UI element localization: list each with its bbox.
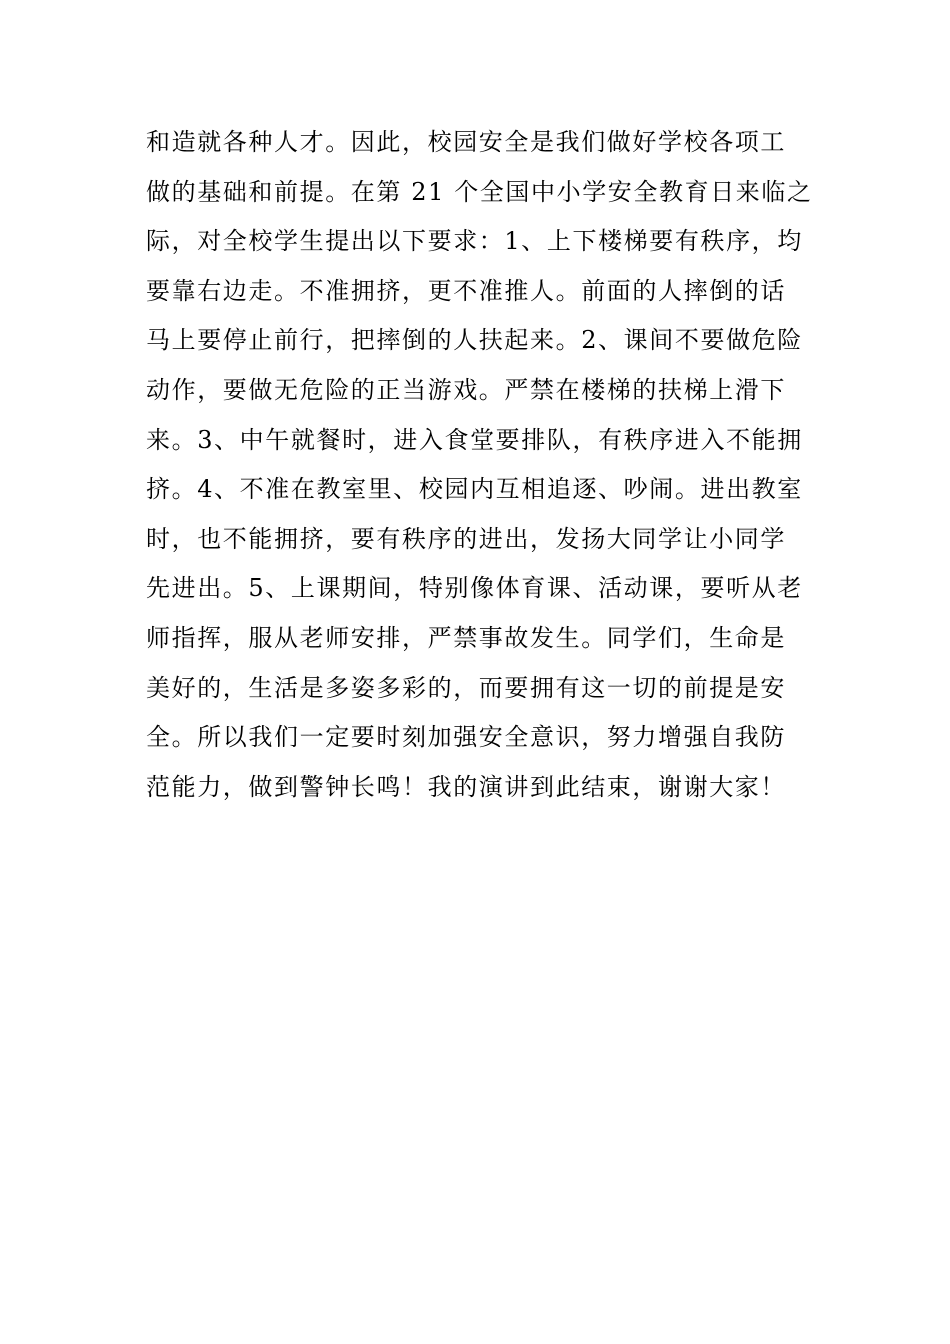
text-line: 美好的，生活是多姿多彩的，而要拥有这一切的前提是安: [146, 673, 786, 702]
text-line: 范能力，做到警钟长鸣！我的演讲到此结束，谢谢大家！: [146, 772, 786, 801]
text-line: 先进出。5、上课期间，特别像体育课、活动课，要听从老: [146, 574, 803, 603]
text-line: 来。3、中午就餐时，进入食堂要排队，有秩序进入不能拥: [146, 425, 803, 454]
text-line: 和造就各种人才。因此，校园安全是我们做好学校各项工: [146, 128, 786, 156]
text-line: 师指挥，服从老师安排，严禁事故发生。同学们，生命是: [146, 623, 786, 652]
text-line: 做的基础和前提。在第 21 个全国中小学安全教育日来临之: [146, 177, 813, 206]
text-line: 全。所以我们一定要时刻加强安全意识，努力增强自我防: [146, 723, 786, 752]
text-line: 际，对全校学生提出以下要求：1、上下楼梯要有秩序，均: [146, 227, 803, 256]
speech-paragraph: [146, 118, 816, 812]
text-line: 挤。4、不准在教室里、校园内互相追逐、吵闹。进出教室: [146, 475, 803, 504]
text-line: 动作，要做无危险的正当游戏。严禁在楼梯的扶梯上滑下: [146, 375, 786, 404]
text-line: 时，也不能拥挤，要有秩序的进出，发扬大同学让小同学: [146, 524, 786, 553]
text-line: 马上要停止前行，把摔倒的人扶起来。2、课间不要做危险: [146, 326, 803, 355]
text-line: 要靠右边走。不准拥挤，更不准推人。前面的人摔倒的话: [146, 276, 786, 305]
